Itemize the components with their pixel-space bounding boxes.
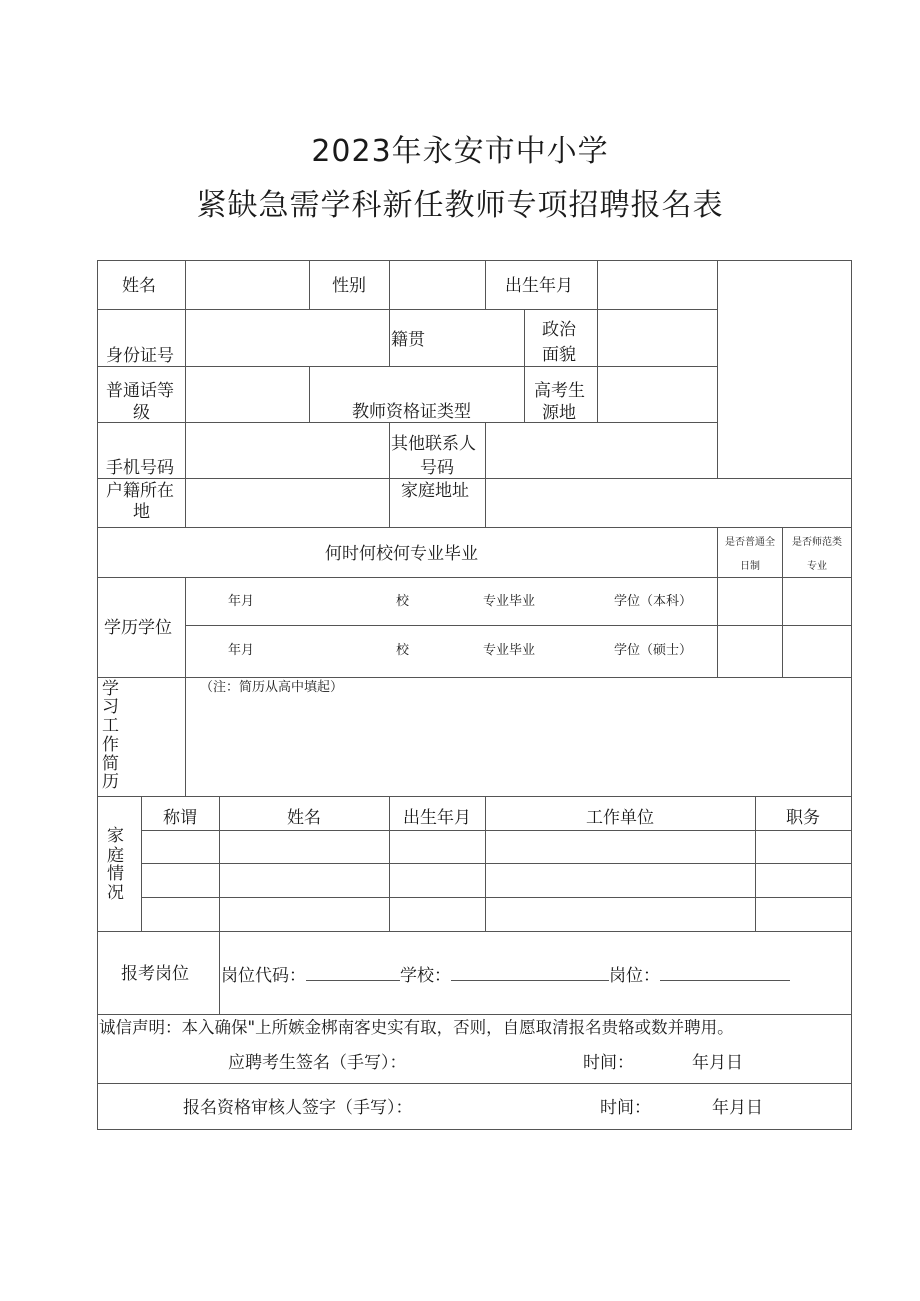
label-apply-post: 报考岗位 [121, 964, 189, 984]
border-right [851, 260, 852, 1130]
row-line [141, 830, 852, 831]
row-line [185, 625, 852, 626]
family-char: 情 [107, 864, 124, 884]
date-label-2: 年月日 [712, 1098, 763, 1118]
label-normal-2: 专业 [807, 561, 827, 572]
label-name: 姓名 [122, 276, 156, 296]
integrity-statement: 诚信声明：本入确保"上所嫉金梆南客史实有取，否则，自愿取清报名贵辂或数并聘用。 [99, 1018, 734, 1037]
col-line [389, 260, 390, 309]
resume-char: 简 [102, 754, 119, 774]
label-phone: 手机号码 [106, 458, 174, 478]
post-blank[interactable] [660, 964, 790, 981]
edu-row1-degree: 学位（本科） [614, 594, 693, 609]
label-education: 学历学位 [104, 618, 172, 638]
candidate-sign-label: 应聘考生签名（手写）： [228, 1053, 407, 1073]
label-home-address: 家庭地址 [401, 481, 469, 501]
resume-char: 作 [102, 735, 119, 755]
row-line [97, 366, 717, 367]
col-line [485, 422, 486, 527]
edu-row2-major: 专业毕业 [483, 643, 536, 658]
col-line [485, 260, 486, 309]
col-line [524, 309, 525, 422]
label-mandarin-1: 普通话等 [106, 381, 174, 401]
col-line [185, 577, 186, 796]
col-line [309, 366, 310, 422]
date-label-1: 年月日 [692, 1053, 743, 1073]
edu-row1-school: 校 [396, 594, 410, 609]
label-political-1: 政治 [542, 320, 576, 340]
label-graduation: 何时何校何专业毕业 [325, 544, 478, 564]
post-code-field [221, 964, 790, 986]
row-line [97, 931, 852, 932]
border-top [97, 260, 852, 261]
row-line [97, 478, 852, 479]
resume-note: （注：简历从高中填起） [200, 680, 344, 695]
label-birth: 出生年月 [505, 276, 573, 296]
edu-row2-degree: 学位（硕士） [614, 643, 693, 658]
border-bottom [97, 1129, 852, 1130]
family-header-birth: 出生年月 [403, 808, 471, 828]
label-household-2: 地 [133, 502, 150, 522]
family-char: 况 [107, 883, 124, 903]
family-char: 家 [107, 826, 124, 846]
post-code-blank[interactable] [306, 964, 400, 981]
row-line [97, 527, 852, 528]
label-household-1: 户籍所在 [106, 481, 174, 501]
col-line [185, 260, 186, 527]
resume-char: 工 [102, 716, 119, 736]
label-mandarin-2: 级 [133, 403, 150, 423]
label-native-place: 籍贯 [391, 330, 425, 350]
row-line [97, 1083, 852, 1084]
label-normal-1: 是否师范类 [792, 537, 842, 548]
label-political-2: 面貌 [542, 345, 576, 365]
form-title-line1: 2023年永安市中小学 [311, 134, 609, 169]
col-line [717, 527, 718, 677]
post-code-label: 岗位代码： [221, 966, 306, 986]
label-other-contact-1: 其他联系人 [391, 434, 476, 454]
resume-char: 历 [102, 772, 119, 792]
school-label: 学校： [400, 966, 451, 986]
label-gender: 性别 [332, 276, 366, 296]
time-label-2: 时间： [600, 1098, 651, 1118]
time-label-1: 时间： [583, 1053, 634, 1073]
family-header-relation: 称谓 [163, 808, 197, 828]
family-header-position: 职务 [786, 808, 820, 828]
col-line [782, 527, 783, 677]
form-title-line2: 紧缺急需学科新任教师专项招聘报名表 [196, 188, 724, 223]
resume-char: 学 [102, 679, 119, 699]
row-line [141, 897, 852, 898]
label-teacher-cert: 教师资格证类型 [352, 402, 471, 422]
row-line [97, 796, 852, 797]
col-line [389, 422, 390, 527]
family-char: 庭 [107, 846, 124, 866]
label-fulltime-2: 日制 [740, 561, 760, 572]
row-line [97, 577, 852, 578]
edu-row1-ym: 年月 [228, 594, 255, 609]
edu-row2-ym: 年月 [228, 643, 255, 658]
resume-char: 习 [102, 697, 119, 717]
family-header-name: 姓名 [287, 808, 321, 828]
label-exam-origin-1: 高考生 [534, 381, 585, 401]
col-line [389, 309, 390, 366]
row-line [97, 1014, 852, 1015]
col-line [219, 796, 220, 1014]
reviewer-sign-label: 报名资格审核人签字（手写）： [183, 1098, 413, 1118]
label-exam-origin-2: 源地 [542, 403, 576, 423]
family-header-work: 工作单位 [586, 808, 654, 828]
row-line [141, 863, 852, 864]
col-line [309, 260, 310, 309]
row-line [97, 677, 852, 678]
col-line [717, 260, 718, 478]
edu-row2-school: 校 [396, 643, 410, 658]
label-other-contact-2: 号码 [420, 458, 454, 478]
row-line [97, 309, 717, 310]
school-blank[interactable] [451, 964, 609, 981]
label-id-number: 身份证号 [106, 346, 174, 366]
edu-row1-major: 专业毕业 [483, 594, 536, 609]
label-fulltime-1: 是否普通全 [725, 537, 775, 548]
border-left [97, 260, 98, 1130]
col-line [597, 260, 598, 422]
post-label: 岗位： [609, 966, 660, 986]
row-line [97, 422, 717, 423]
